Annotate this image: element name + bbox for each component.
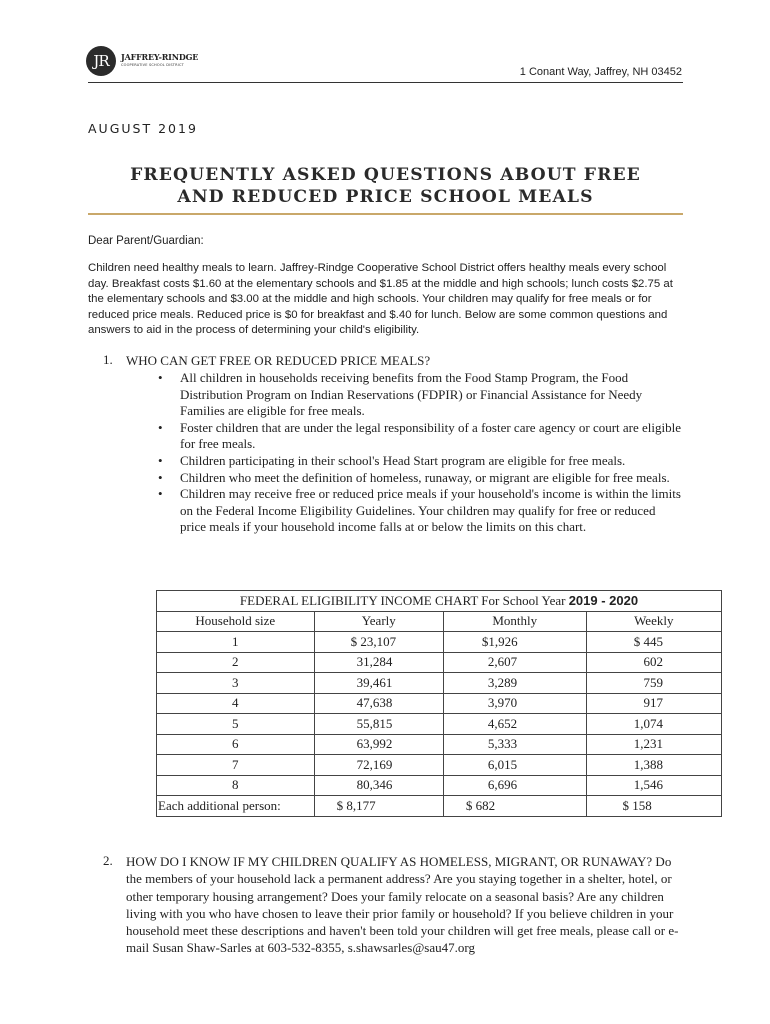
table-row: [157, 673, 722, 694]
cell-yearly: 55,815: [314, 714, 443, 735]
cell-household-size: 8: [157, 775, 315, 796]
list-item-text: All children in households receiving benefits from the Food Stamp Program, the Food Distribution Program on Indian Reservations (FDPIR) or Financial Assistance for Needy Families are eligible for free meals.: [180, 370, 643, 419]
question-1-heading: WHO CAN GET FREE OR REDUCED PRICE MEALS?: [126, 353, 431, 368]
salutation: Dear Parent/Guardian:: [88, 235, 204, 247]
table-row: [157, 775, 722, 796]
column-header-household-size: Household size: [157, 611, 315, 632]
district-name: JAFFREY-RINDGE: [121, 52, 199, 62]
cell-weekly: $ 445: [586, 632, 721, 653]
list-item: [157, 370, 682, 420]
table-row: [157, 714, 722, 735]
table-row: [157, 734, 722, 755]
cell-weekly: 917: [586, 693, 721, 714]
district-logo: JR: [86, 46, 116, 76]
table-caption-year: 2019 - 2020: [568, 592, 639, 608]
list-item: [157, 453, 682, 470]
cell-monthly: 3,970: [443, 693, 586, 714]
cell-household-size: 5: [157, 714, 315, 735]
table-row: [157, 652, 722, 673]
column-header-weekly: Weekly: [586, 611, 721, 632]
table-row: [157, 755, 722, 776]
cell-household-size: 1: [157, 632, 315, 653]
table-header-row: [157, 611, 722, 632]
cell-yearly: 39,461: [314, 673, 443, 694]
cell-monthly: 3,289: [443, 673, 586, 694]
table-caption-text: FEDERAL ELIGIBILITY INCOME CHART For School Year: [239, 592, 569, 608]
cell-monthly: $ 682: [443, 796, 586, 817]
table-row: [157, 632, 722, 653]
question-2-number: 2.: [103, 853, 113, 868]
district-address: 1 Conant Way, Jaffrey, NH 03452: [519, 66, 682, 78]
table-caption: [157, 591, 722, 612]
list-item: [157, 470, 682, 487]
cell-weekly: 759: [586, 673, 721, 694]
cell-additional-label: Each additional person:: [157, 796, 315, 817]
document-date: AUGUST 2019: [88, 121, 198, 136]
cell-monthly: 5,333: [443, 734, 586, 755]
page-title: [88, 164, 683, 208]
cell-household-size: 6: [157, 734, 315, 755]
cell-weekly: 602: [586, 652, 721, 673]
cell-monthly: 6,696: [443, 775, 586, 796]
list-item: [157, 420, 682, 453]
cell-weekly: 1,231: [586, 734, 721, 755]
cell-weekly: 1,388: [586, 755, 721, 776]
cell-weekly: 1,074: [586, 714, 721, 735]
column-header-yearly: Yearly: [314, 611, 443, 632]
cell-monthly: 4,652: [443, 714, 586, 735]
bullet-icon: •: [158, 486, 163, 502]
cell-yearly: $ 23,107: [314, 632, 443, 653]
cell-yearly: 47,638: [314, 693, 443, 714]
column-header-monthly: Monthly: [443, 611, 586, 632]
question-2-text: HOW DO I KNOW IF MY CHILDREN QUALIFY AS HOMELESS, MIGRANT, OR RUNAWAY? Do the members of your household lack a permanent address? Are you staying together in a shelter, hotel, or other temporary housing arrangement? Does your family relocate on a seasonal basis? Are any children living with you who have chosen to leave their prior family or household? If you believe children in your household meet these descriptions and haven't been told your children will get free meals, please call or e-mail Susan Shaw-Sarles at 603-532-8355, s.shawsarles@sau47.org: [126, 854, 679, 956]
cell-household-size: 4: [157, 693, 315, 714]
income-eligibility-table: [156, 590, 722, 817]
question-1-bullets: [157, 370, 682, 536]
table-row: [157, 693, 722, 714]
cell-monthly: 6,015: [443, 755, 586, 776]
question-1-number: 1.: [103, 352, 113, 367]
table-caption-row: [157, 591, 722, 612]
list-item: [157, 486, 682, 536]
title-line-1: FREQUENTLY ASKED QUESTIONS ABOUT FREE: [130, 165, 641, 185]
header-divider: [88, 82, 683, 83]
cell-monthly: $1,926: [443, 632, 586, 653]
title-line-2: AND REDUCED PRICE SCHOOL MEALS: [177, 187, 594, 207]
list-item-text: Children who meet the definition of homeless, runaway, or migrant are eligible for free meals.: [180, 469, 670, 485]
cell-monthly: 2,607: [443, 652, 586, 673]
cell-yearly: $ 8,177: [314, 796, 443, 817]
cell-weekly: 1,546: [586, 775, 721, 796]
list-item-text: Children may receive free or reduced price meals if your household's income is within the limits on the Federal Income Eligibility Guidelines. Your children may qualify for free or reduced price meals if your household income falls at or below the limits on this chart.: [180, 486, 681, 535]
bullet-icon: •: [158, 452, 163, 468]
cell-yearly: 31,284: [314, 652, 443, 673]
cell-yearly: 80,346: [314, 775, 443, 796]
cell-household-size: 7: [157, 755, 315, 776]
list-item-text: Foster children that are under the legal responsibility of a foster care agency or court are eligible for free meals.: [180, 419, 682, 452]
intro-paragraph: Children need healthy meals to learn. Jaffrey-Rindge Cooperative School District offers healthy meals every school day. Breakfast costs $1.60 at the elementary schools and $1.85 at the middle and high schools; lunch costs $2.75 at the elementary schools and $3.00 at the middle and high schools. Your children may qualify for free meals or for reduced price meals. Reduced price is $0 for breakfast and $.40 for lunch. Below are some common questions and answers to aid in the process of determining your child's eligibility.: [88, 262, 673, 337]
title-divider: [88, 213, 683, 215]
cell-yearly: 72,169: [314, 755, 443, 776]
bullet-icon: •: [158, 419, 163, 435]
cell-weekly: $ 158: [586, 796, 721, 817]
cell-household-size: 2: [157, 652, 315, 673]
bullet-icon: •: [158, 370, 163, 385]
list-item-text: Children participating in their school's Head Start program are eligible for free meals.: [180, 452, 626, 468]
district-subtitle: COOPERATIVE SCHOOL DISTRICT: [121, 63, 184, 67]
cell-yearly: 63,992: [314, 734, 443, 755]
cell-household-size: 3: [157, 673, 315, 694]
table-row-additional: [157, 796, 722, 817]
bullet-icon: •: [158, 469, 163, 485]
